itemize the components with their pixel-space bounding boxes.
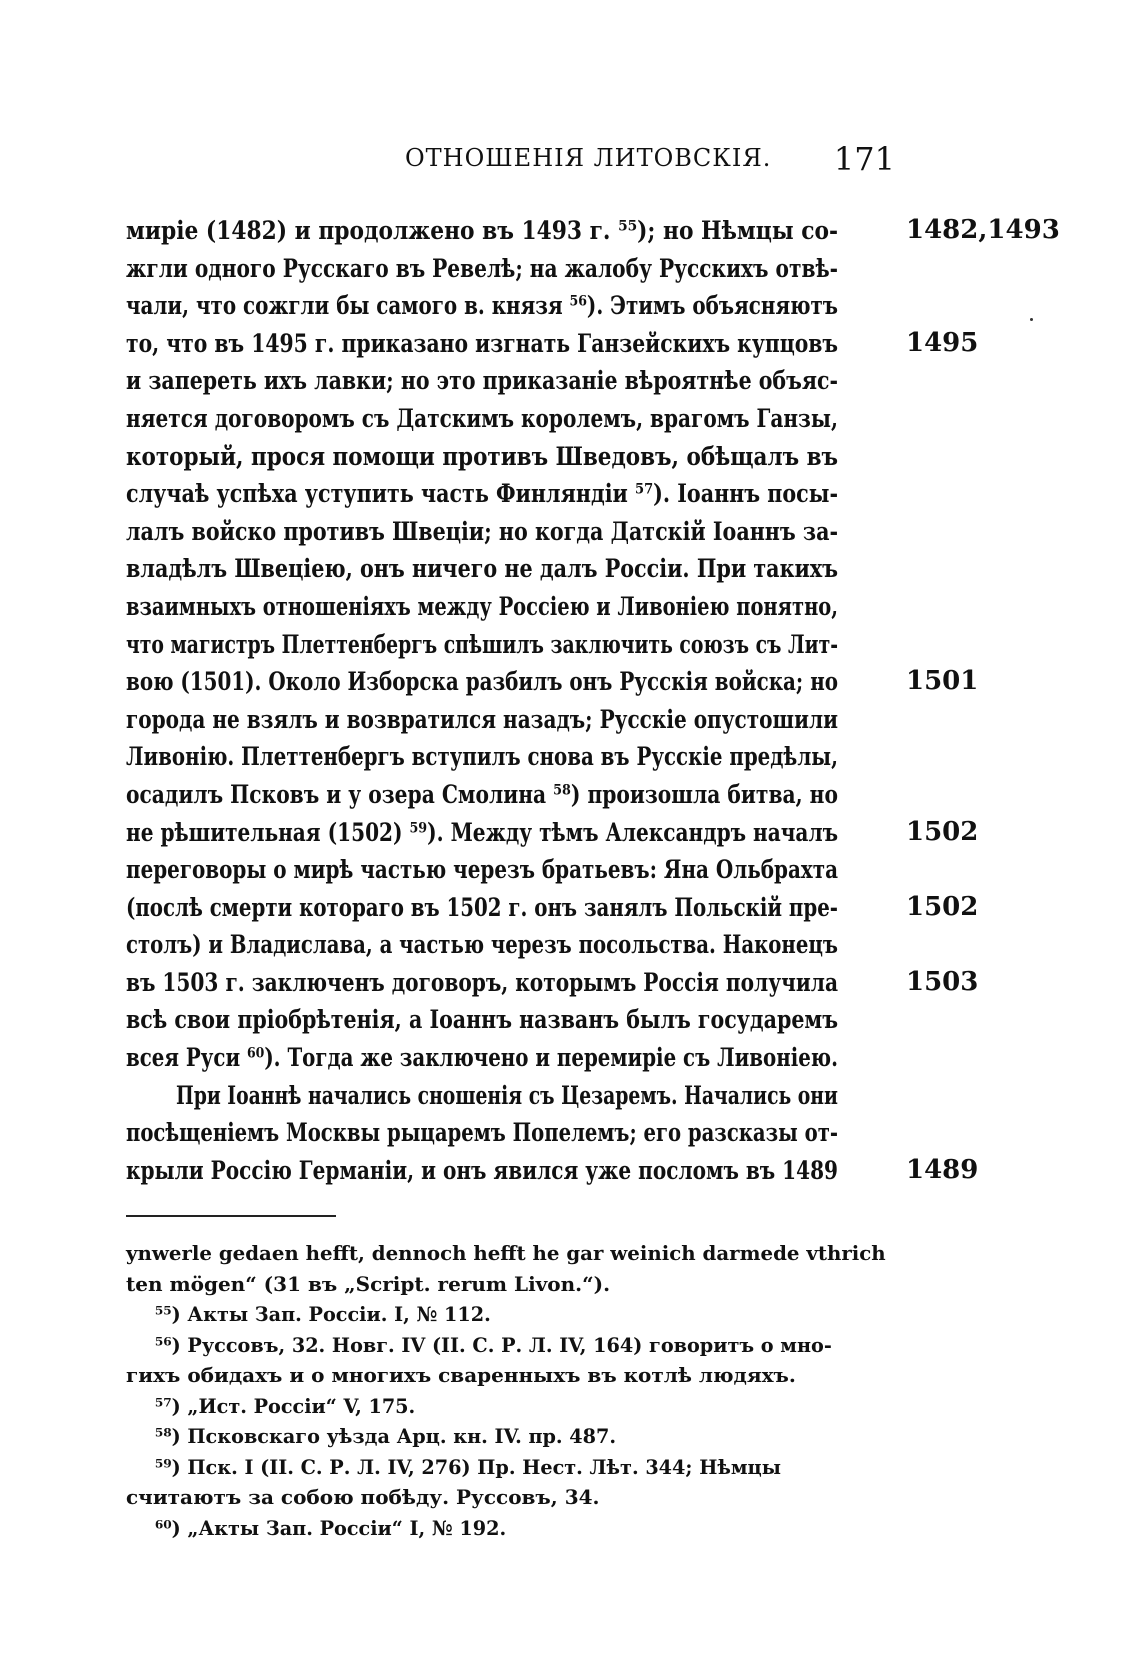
text-line-content: всѣ свои пріобрѣтенія, а Іоаннъ названъ былъ государемъ [126,1005,839,1035]
text-line-content: миріе (1482) и продолжено въ 1493 г. ⁵⁵); но Нѣмцы со- [126,216,839,245]
margin-year-note: 1502 [906,891,979,922]
footnote-line: ten mögen“ (31 въ „Script. rerum Livon.“). [126,1271,611,1296]
footnote-line: ⁶⁰) „Акты Зап. Россіи“ I, № 192. [154,1515,507,1540]
text-line-content: взаимныхъ отношеніяхъ между Россіею и Ливоніею понятно, [126,591,839,621]
text-line-content: осадилъ Псковъ и у озера Смолина ⁵⁸) произошла битва, но [126,779,838,809]
text-line-content: При Іоаннѣ начались сношенія съ Цезаремъ. Начались они [176,1080,838,1110]
text-line-content: (послѣ смерти котораго въ 1502 г. онъ занялъ Польскій пре- [126,892,838,922]
margin-year-note: 1503 [906,966,979,997]
text-line-content: Ливонію. Плеттенбергъ вступилъ снова въ Русскіе предѣлы, [126,742,838,772]
text-line-content: случаѣ успѣха уступить часть Финляндіи ⁵⁷). Іоаннъ посы- [126,479,839,509]
text-line [126,1001,900,1039]
text-line-content: чали, что сожгли бы самого в. князя ⁵⁶). Этимъ объясняютъ [126,291,839,321]
text-line [126,926,900,964]
text-line [126,1077,900,1115]
text-line [126,964,979,1002]
text-line [126,212,1060,250]
text-line-content: столъ) и Владислава, а частью черезъ посольства. Наконецъ [126,930,838,960]
page-number: 171 [833,140,895,178]
text-line [126,1114,900,1152]
text-line [126,626,900,664]
text-line [126,400,900,438]
text-line [126,1039,900,1077]
footnote-line: гихъ обидахъ и о многихъ сваренныхъ въ котлѣ людяхъ. [126,1363,796,1387]
text-line [126,701,900,739]
margin-year-note: 1489 [906,1154,979,1185]
text-line [126,475,900,513]
text-line-content: и запереть ихъ лавки; но это приказаніе вѣроятнѣе объяс- [126,366,838,396]
text-line [126,1152,979,1190]
text-line-content: крыли Россію Германіи, и онъ явился уже посломъ въ 1489 [126,1155,839,1185]
footnote-line: ⁵⁵) Акты Зап. Россіи. I, № 112. [154,1302,491,1326]
text-line-content: лалъ войско противъ Швеціи; но когда Датскій Іоаннъ за- [126,516,839,546]
scan-speck [1030,318,1033,321]
footnote-line: ynwerle gedaen hefft, dennoch hefft he gar weinich darmede vthrich [126,1241,886,1265]
main-text [126,212,1060,1189]
text-line [126,588,900,626]
text-line-content: не рѣшительная (1502) ⁵⁹). Между тѣмъ Александръ началъ [126,817,839,847]
text-line-content: посѣщеніемъ Москвы рыцаремъ Попелемъ; его разсказы от- [126,1118,838,1148]
footnote-line: ⁵⁹) Пск. I (II. С. Р. Л. IV, 276) Пр. Нест. Лѣт. 344; Нѣмцы [154,1454,782,1479]
text-line [126,513,900,551]
text-line [126,325,979,363]
text-line [126,287,900,325]
text-line-content: всея Руси ⁶⁰). Тогда же заключено и перемиріе съ Ливоніею. [126,1043,838,1073]
text-line [126,776,900,814]
text-line-content: то, что въ 1495 г. приказано изгнать Ганзейскихъ купцовъ [126,328,839,358]
text-line [126,851,900,889]
footnote-separator [126,1215,336,1217]
text-line-content: владѣлъ Швеціею, онъ ничего не далъ Россіи. При такихъ [126,554,839,584]
text-line-content: няется договоромъ съ Датскимъ королемъ, врагомъ Ганзы, [126,403,838,433]
footnote-line: ⁵⁷) „Ист. Россіи“ V, 175. [154,1393,416,1418]
text-line-content: жгли одного Русскаго въ Ревелѣ; на жалобу Русскихъ отвѣ- [126,253,838,283]
text-line [126,362,900,400]
footnotes [126,1238,886,1543]
text-line-content: который, прося помощи противъ Шведовъ, обѣщалъ въ [126,441,839,471]
margin-year-note: 1495 [906,327,979,358]
text-line [126,663,979,701]
text-line-content: переговоры о мирѣ частью черезъ братьевъ: Яна Ольбрахта [126,855,838,885]
text-line-content: въ 1503 г. заключенъ договоръ, которымъ Россія получила [126,967,838,997]
text-line-content: что магистръ Плеттенбергъ спѣшилъ заключить союзъ съ Лит- [126,629,839,659]
text-line [126,550,900,588]
margin-year-note: 1502 [906,816,979,847]
text-line [126,814,979,852]
text-line-content: города не взялъ и возвратился назадъ; Русскіе опустошили [126,704,838,734]
text-line [126,250,900,288]
text-line [126,738,900,776]
footnote-line: считаютъ за собою побѣду. Руссовъ, 34. [126,1485,600,1509]
text-line [126,889,979,927]
footnote-line: ⁵⁸) Псковскаго уѣзда Арц. кн. IV. пр. 487. [154,1424,617,1448]
margin-year-note: 1482,1493 [906,215,1060,245]
footnote-line: ⁵⁶) Руссовъ, 32. Новг. IV (II. С. Р. Л. IV, 164) говоритъ о мно- [154,1332,832,1357]
text-line [126,438,900,476]
running-title: ОТНОШЕНІЯ ЛИТОВСКІЯ. [405,144,772,172]
margin-year-note: 1501 [906,666,979,697]
text-line-content: вою (1501). Около Изборска разбилъ онъ Русскія войска; но [126,667,839,697]
